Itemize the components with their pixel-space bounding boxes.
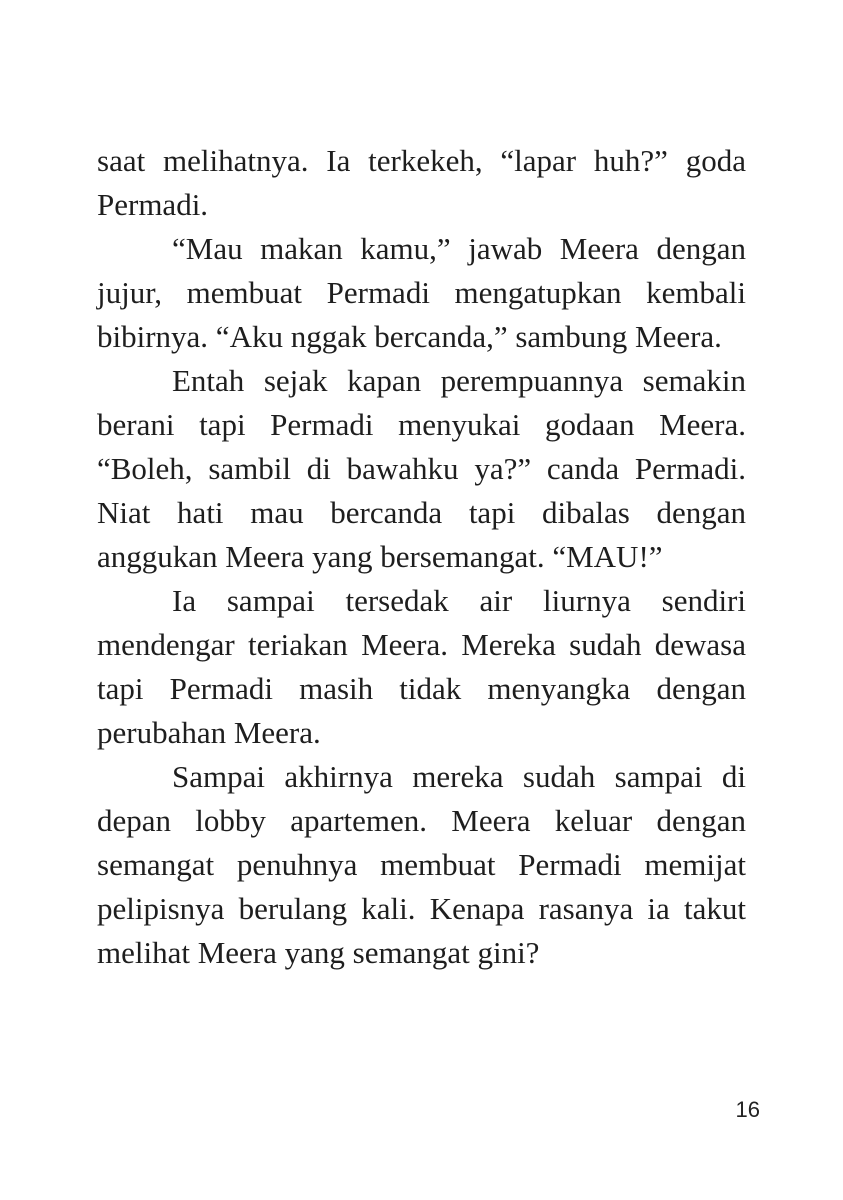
paragraph: “Mau makan kamu,” jawab Meera dengan jujur, membuat Permadi mengatupkan kembali bibirnya. “Aku nggak bercanda,” sambung Meera.	[97, 231, 746, 354]
paragraph: Sampai akhirnya mereka sudah sampai di depan lobby apartemen. Meera keluar dengan semangat penuhnya membuat Permadi memijat pelipisnya berulang kali. Kenapa rasanya ia takut melihat Meera yang semangat gini?	[97, 759, 746, 970]
page-number: 16	[735, 1097, 760, 1122]
paragraph: Ia sampai tersedak air liurnya sendiri mendengar teriakan Meera. Mereka sudah dewasa tapi Permadi masih tidak menyangka dengan perubahan Meera.	[97, 583, 746, 750]
body-text	[97, 139, 746, 975]
paragraph-continuation: saat melihatnya. Ia terkekeh, “lapar huh?” goda Permadi.	[97, 143, 746, 222]
paragraph: Entah sejak kapan perempuannya semakin berani tapi Permadi menyukai godaan Meera. “Boleh, sambil di bawahku ya?” canda Permadi. Niat hati mau bercanda tapi dibalas dengan anggukan Meera yang bersemangat. “MAU!”	[97, 363, 746, 574]
